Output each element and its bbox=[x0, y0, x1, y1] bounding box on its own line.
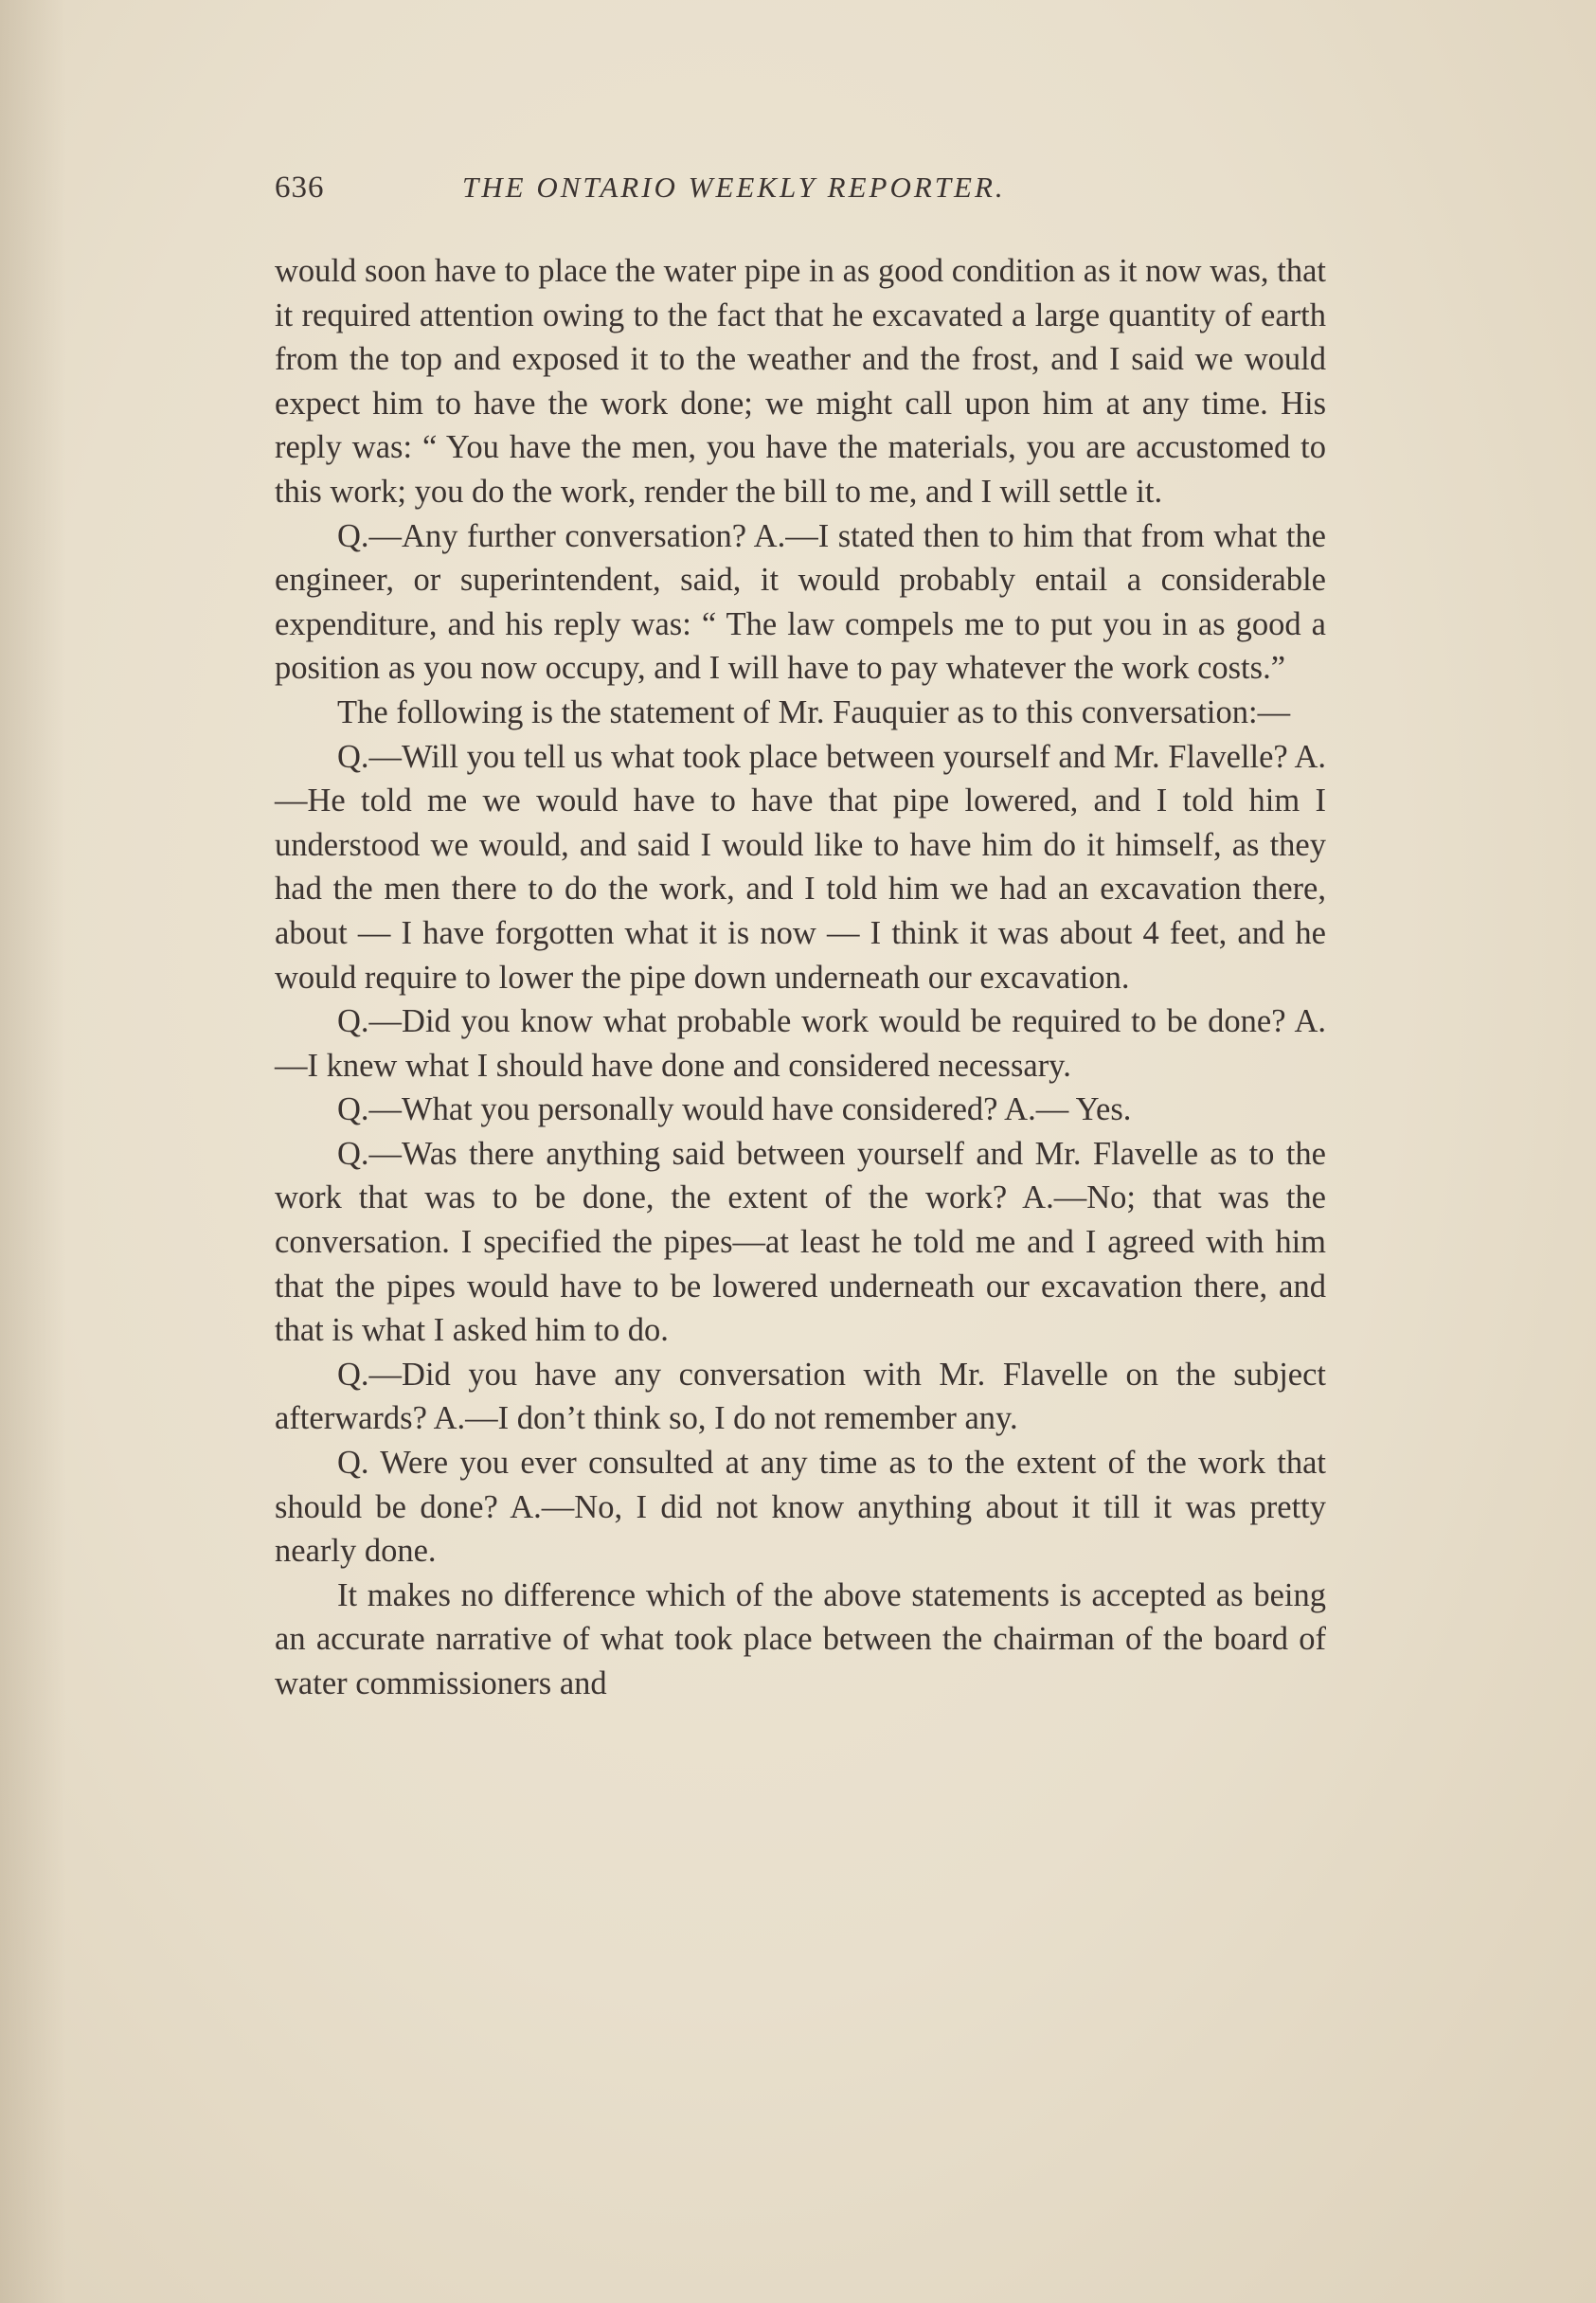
page-gutter-shadow bbox=[0, 0, 66, 2303]
body-text bbox=[275, 249, 1326, 1706]
page-number: 636 bbox=[275, 171, 325, 205]
paragraph-question: Q.—Did you have any conversation with Mr. Flavelle on the subject afterwards? A.—I don’t think so, I do not remember any. bbox=[275, 1356, 1326, 1437]
paragraph-question: Q.—What you personally would have considered? A.— Yes. bbox=[337, 1091, 1132, 1128]
paragraph-statement-intro: The following is the statement of Mr. Fauquier as to this conversation:— bbox=[337, 693, 1291, 730]
paragraph-question: Q.—Did you know what probable work would be required to be done? A.—I knew what I should have done and considered necessary. bbox=[275, 1003, 1326, 1084]
paragraph-question: Q. Were you ever consulted at any time as to the extent of the work that should be done? A.—No, I did not know anything about it till it was pretty nearly done. bbox=[275, 1445, 1326, 1570]
paragraph-question: Q.—Will you tell us what took place between yourself and Mr. Flavelle? A.—He told me we would have to have that pipe lowered, and I told him I understood we would, and said I would like to have him do it himself, as they had the men there to do the work, and I told him we had an excavation there, about — I have forgotten what it is now — I think it was about 4 feet, and he would require to lower the pipe down underneath our excavation. bbox=[275, 738, 1326, 996]
paragraph-question: Q.—Any further conversation? A.—I stated then to him that from what the engineer, or superintendent, said, it would probably entail a considerable expenditure, and his reply was: “ The law compels me to put you in as good a position as you now occupy, and I will have to pay whatever the work costs.” bbox=[275, 517, 1326, 687]
running-title: THE ONTARIO WEEKLY REPORTER. bbox=[462, 171, 1006, 204]
page-header bbox=[275, 171, 1326, 218]
paragraph-continued: would soon have to place the water pipe in as good condition as it now was, that it required attention owing to the fact that he excavated a large quantity of earth from the top and exposed it to the weather and the frost, and I said we would expect him to have the work done; we might call upon him at any time. His reply was: “ You have the men, you have the materials, you are accustomed to this work; you do the work, render the bill to me, and I will settle it. bbox=[275, 253, 1326, 510]
paragraph-conclusion: It makes no difference which of the above statements is accepted as being an accurate narrative of what took place between the chairman of the board of water commissioners and bbox=[275, 1576, 1326, 1701]
paragraph-question: Q.—Was there anything said between yourself and Mr. Flavelle as to the work that was to be done, the extent of the work? A.—No; that was the conversation. I specified the pipes—at least he told me and I agreed with him that the pipes would have to be lowered underneath our excavation there, and that is what I asked him to do. bbox=[275, 1135, 1326, 1349]
